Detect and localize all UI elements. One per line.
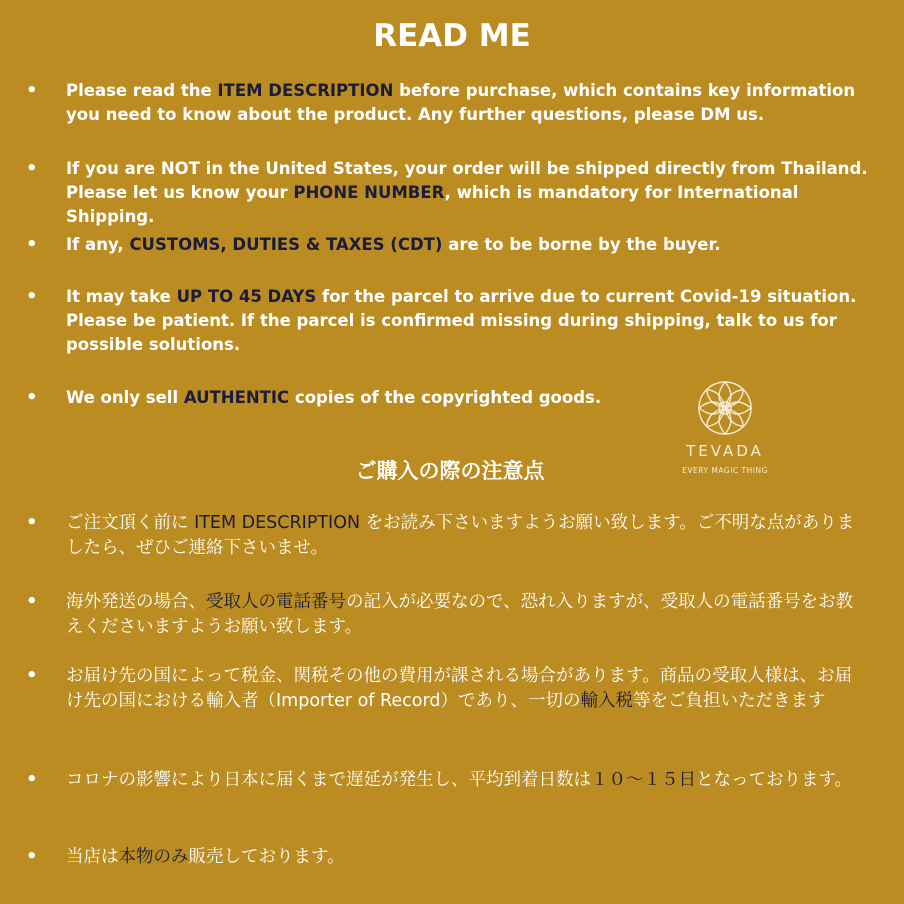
text-run: 当店は xyxy=(66,847,119,867)
lotus-mandala-icon xyxy=(695,378,755,438)
en-item-text xyxy=(66,285,886,357)
bullet: • xyxy=(26,80,38,101)
text-run: If you are NOT in the United States, your order will be shipped directly from Thailand. Please let us know your xyxy=(66,159,868,202)
page-title: READ ME xyxy=(373,18,531,54)
text-run: 海外発送の場合、 xyxy=(66,592,206,612)
jp-section-title: ご購入の際の注意点 xyxy=(355,459,545,483)
tevada-logo xyxy=(672,378,778,488)
jp-item-text xyxy=(66,664,866,714)
text-run: コロナの影響により日本に届くまで遅延が発生し、平均到着日数は xyxy=(66,770,591,790)
jp-item-text xyxy=(66,845,866,870)
text-run: ご注文頂く前に xyxy=(66,513,195,533)
text-run: Please read the xyxy=(66,81,218,100)
text-run: , which is mandatory for International Shipping. xyxy=(66,183,799,226)
highlighted-text: １０～１５日 xyxy=(591,770,696,790)
text-run: are to be borne by the buyer. xyxy=(442,235,721,254)
highlighted-text: ITEM DESCRIPTION xyxy=(217,81,394,100)
highlighted-text: PHONE NUMBER xyxy=(293,183,445,202)
bullet: • xyxy=(26,286,38,307)
bullet: • xyxy=(26,769,38,790)
bullet: • xyxy=(26,591,38,612)
highlighted-text: ITEM DESCRIPTION xyxy=(194,513,361,533)
text-run: 販売しております。 xyxy=(188,847,345,867)
text-run: 等をご負担いただきます xyxy=(633,691,826,711)
highlighted-text: UP TO 45 DAYS xyxy=(176,287,317,306)
bullet: • xyxy=(26,665,38,686)
bullet: • xyxy=(26,512,38,533)
logo-tagline: EVERY MAGIC THING xyxy=(682,466,768,475)
bullet: • xyxy=(26,234,38,255)
text-run: をお読み下さいますようお願い致します。ご不明な点がありましたら、ぜひご連絡下さいませ。 xyxy=(66,513,855,558)
bullet: • xyxy=(26,158,38,179)
text-run: copies of the copyrighted goods. xyxy=(289,388,602,407)
en-item-text xyxy=(66,233,886,257)
highlighted-text: CUSTOMS, DUTIES & TAXES (CDT) xyxy=(129,235,443,254)
jp-item-text xyxy=(66,511,866,561)
text-run: It may take xyxy=(66,287,177,306)
en-item-text xyxy=(66,157,886,229)
text-run: for the parcel to arrive due to current Covid-19 situation. Please be patient. If the parcel is confirmed missing during shipping, talk to us for possible solutions. xyxy=(66,287,857,354)
text-run: となっております。 xyxy=(696,770,853,790)
text-run: before purchase, which contains key information you need to know about the product. Any further questions, please DM us. xyxy=(66,81,856,124)
text-run: If any, xyxy=(66,235,130,254)
highlighted-text: 受取人の電話番号 xyxy=(206,592,346,612)
highlighted-text: AUTHENTIC xyxy=(183,388,290,407)
highlighted-text: 本物のみ xyxy=(118,847,189,867)
jp-item-text xyxy=(66,590,866,640)
highlighted-text: 輸入税 xyxy=(580,691,633,711)
text-run: We only sell xyxy=(66,388,184,407)
bullet: • xyxy=(26,846,38,867)
en-item-text xyxy=(66,79,886,127)
text-run: の記入が必要なので、恐れ入りますが、受取人の電話番号をお教えくださいますようお願い致します。 xyxy=(66,592,854,637)
text-run: お届け先の国によって税金、関税その他の費用が課される場合があります。商品の受取人様は、お届け先の国における輸入者（Importer of Record）であり、一切の xyxy=(66,666,853,711)
jp-item-text xyxy=(66,768,866,793)
bullet: • xyxy=(26,387,38,408)
logo-name: TEVADA xyxy=(686,442,764,460)
